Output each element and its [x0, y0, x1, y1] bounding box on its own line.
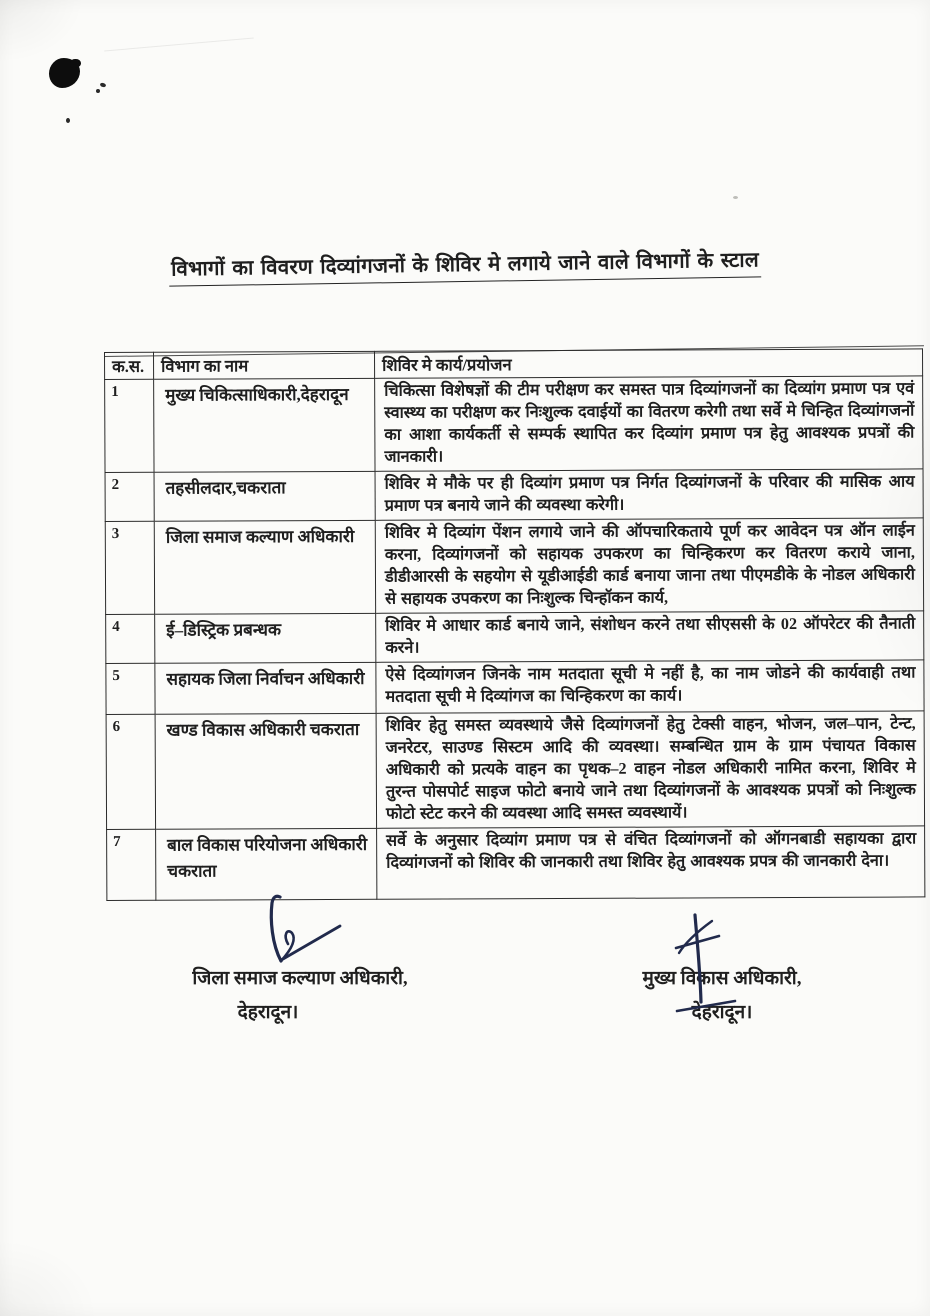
header-purpose: शिविर मे कार्य/प्रयोजन: [374, 349, 922, 378]
signature-block-chief-development-officer: [602, 964, 842, 1024]
serial-cell: 7: [107, 829, 156, 900]
serial-cell: 2: [105, 472, 154, 521]
paper-crease: [104, 37, 254, 51]
signatory-place: देहरादून।: [237, 1002, 299, 1023]
department-cell: ई–डिस्ट्रिक प्रबन्धक: [155, 613, 376, 663]
header-department: विभाग का नाम: [154, 351, 375, 379]
purpose-cell: शिविर मे आधार कार्ड बनाये जाने, संशोधन करने तथा सीएससी के 02 ऑपरेटर की तैनाती करने।: [376, 611, 924, 662]
table-row: [107, 826, 925, 901]
department-cell: बाल विकास परियोजना अधिकारी चकराता: [156, 828, 377, 900]
signature-block-district-welfare-officer: [160, 964, 440, 1024]
signatory-designation: जिला समाज कल्याण अधिकारी,: [192, 968, 408, 989]
serial-cell: 5: [106, 663, 155, 714]
table-row: [106, 660, 924, 715]
serial-cell: 3: [105, 521, 154, 614]
purpose-cell: शिविर मे दिव्यांग पेंशन लगाये जाने की ऑपचारिकताये पूर्ण कर आवेदन पत्र ऑन लाईन करना, दिव्यांगजनों को सहायक उपकरण का चिन्हिकरण कर वितरण कराये जाना, डीडीआरसी के सहयोग से यूडीआईडी कार्ड बनाया जाना तथा पीएमडीके के नोडल अधिकारी से सहायक उपकरण का निःशुल्क चिन्हॉकन कार्य,: [375, 518, 923, 613]
purpose-cell: ऐसे दिव्यांगजन जिनके नाम मतदाता सूची मे नहीं है, का नाम जोडने की कार्यवाही तथा मतदाता सूची मे दिव्यांगज का चिन्हिकरण का कार्य।: [376, 660, 924, 713]
ink-blot: [49, 58, 80, 88]
ink-speck: [96, 89, 100, 93]
scan-smudge: [733, 196, 738, 199]
table-row: [105, 376, 923, 473]
department-cell: मुख्य चिकित्साधिकारी,देहरादून: [154, 378, 375, 472]
department-cell: सहायक जिला निर्वाचन अधिकारी: [155, 662, 376, 714]
table-row: [105, 469, 923, 522]
table-row: [105, 518, 923, 615]
purpose-cell: शिविर मे मौके पर ही दिव्यांग प्रमाण पत्र निर्गत दिव्यांगजनों के परिवार की मासिक आय प्रमाण पत्र बनाये जाने की व्यवस्था करेगी।: [375, 469, 923, 520]
serial-cell: 1: [105, 379, 154, 472]
department-cell: जिला समाज कल्याण अधिकारी: [154, 520, 375, 614]
table-header-row: [105, 349, 923, 380]
ink-speck: [66, 118, 70, 123]
table-row: [106, 611, 924, 664]
table-row: [106, 711, 924, 830]
signatory-place: देहरादून।: [691, 1002, 753, 1023]
serial-cell: 4: [106, 614, 155, 663]
ink-speck: [100, 82, 107, 88]
purpose-cell: सर्वे के अनुसार दिव्यांग प्रमाण पत्र से वंचित दिव्यांगजनों को ऑगनबाडी सहायका द्वारा दिव्यांगजनों को शिविर की जानकारी तथा शिविर हेतु आवश्यक प्रपत्र की जानकारी देना।: [377, 826, 925, 899]
departments-table: [104, 348, 925, 901]
department-cell: खण्ड विकास अधिकारी चकराता: [155, 713, 376, 829]
department-cell: तहसीलदार,चकराता: [154, 471, 375, 521]
signatory-designation: मुख्य विकास अधिकारी,: [642, 968, 802, 989]
purpose-cell: शिविर हेतु समस्त व्यवस्थाये जैसे दिव्यांगजनों हेतु टेक्सी वाहन, भोजन, जल–पान, टेन्ट, जनरेटर, साउण्ड सिस्टम आदि की व्यवस्था। सम्बन्धित ग्राम के ग्राम पंचायत विकास अधिकारी को प्रत्यके वाहन का पृथक–2 वाहन नोडल अधिकारी नामित करना, शिविर मे तुरन्त पोसपोर्ट साइज फोटो बनाये जाने तथा दिव्यांगजनों के आवश्यक प्रपत्रों को निःशुल्क फोटो स्टेट करने की व्यवस्था आदि समस्त व्यवस्थायें।: [376, 711, 924, 828]
serial-cell: 6: [106, 714, 156, 829]
header-serial: क.स.: [105, 352, 154, 379]
left-signature-ink: [271, 896, 340, 961]
title-row: [0, 243, 930, 290]
page-title: विभागों का विवरण दिव्यांगजनों के शिविर मे लगाये जाने वाले विभागों के स्टाल: [169, 245, 761, 286]
purpose-cell: चिकित्सा विशेषज्ञों की टीम परीक्षण कर समस्त पात्र दिव्यांगजनों का दिव्यांग प्रमाण पत्र एवं स्वास्थ्य का परीक्षण कर निःशुल्क दवाईयों का वितरण करेगी तथा सर्वे मे चिन्हित दिव्यांगजनों का आशा कार्यकर्ती से सम्पर्क स्थापित कर दिव्यांग प्रमाण पत्र हेतु आवश्यक प्रपत्रों की जानकारी।: [375, 376, 923, 471]
